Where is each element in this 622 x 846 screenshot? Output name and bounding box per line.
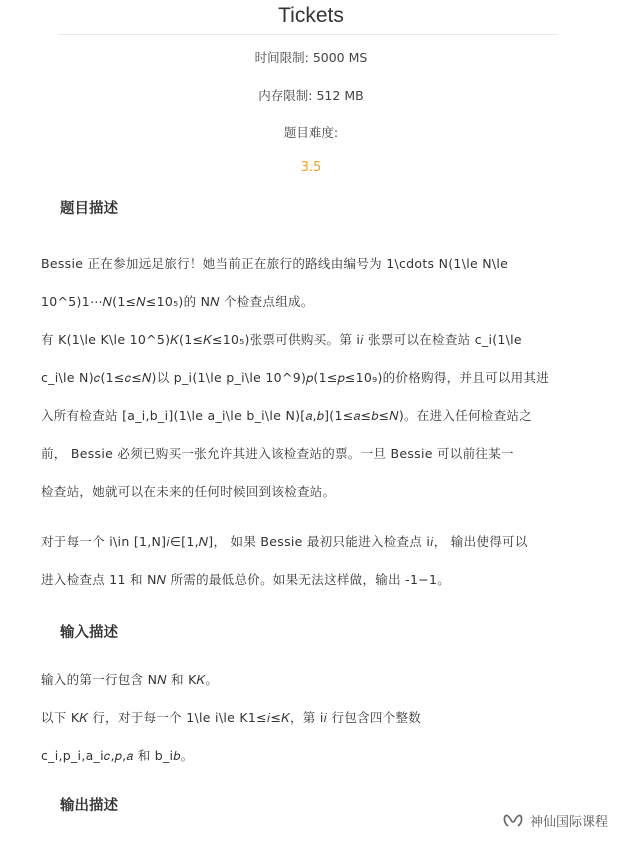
description-line: 对于每一个 i\in [1,N]𝑖∈[1,𝑁]， 如果 Bessie 最初只能进入检查点 i𝑖， 输出使得可以 — [41, 534, 528, 549]
description-line: 进入检查点 11 和 N𝑁 所需的最低总价。如果无法这样做，输出 -1−1。 — [41, 572, 451, 587]
time-limit: 时间限制: 5000 MS — [254, 50, 368, 65]
wechat-channel-icon — [502, 812, 524, 830]
difficulty-label: 题目难度: — [283, 125, 339, 140]
input-line: 输入的第一行包含 N𝑁 和 K𝐾。 — [41, 672, 219, 687]
input-line: 以下 K𝐾 行，对于每一个 1\le i\le K1≤𝑖≤𝐾，第 i𝑖 行包含四个整数 — [41, 710, 422, 725]
watermark — [502, 811, 608, 830]
description-line: 10^5)1⋯𝑁(1≤𝑁≤10₅)的 N𝑁 个检查点组成。 — [41, 294, 314, 309]
watermark-text: 神仙国际课程 — [529, 815, 608, 830]
title-divider — [58, 34, 558, 35]
description-line: 前， Bessie 必须已购买一张允许其进入该检查站的票。一旦 Bessie 可以前往某一 — [41, 446, 514, 461]
description-line: c_i\le N)𝑐(1≤𝑐≤𝑁)以 p_i(1\le p_i\le 10^9)𝑝(1≤𝑝≤10₉)的价格购得，并且可以用其进 — [41, 370, 550, 385]
difficulty-value: 3.5 — [300, 160, 322, 175]
description-line: 入所有检查站 [a_i,b_i](1\le a_i\le b_i\le N)[𝑎,𝑏](1≤𝑎≤𝑏≤𝑁)。在进入任何检查站之 — [41, 408, 533, 423]
description-line: Bessie 正在参加远足旅行！她当前正在旅行的路线由编号为 1\cdots N(1\le N\le — [41, 256, 509, 271]
memory-limit: 内存限制: 512 MB — [258, 88, 364, 103]
description-line: 有 K(1\le K\le 10^5)𝐾(1≤𝐾≤10₅)张票可供购买。第 i𝑖 张票可以在检查站 c_i(1\le — [41, 332, 522, 347]
description-line: 检查站，她就可以在未来的任何时候回到该检查站。 — [41, 484, 336, 499]
description-body — [41, 245, 586, 511]
input-line: c_i,p_i,a_i𝑐,𝑝,𝑎 和 b_i𝑏。 — [41, 748, 194, 763]
description-output-rule — [41, 523, 586, 599]
description-heading: 题目描述 — [60, 201, 118, 217]
input-body — [41, 661, 586, 775]
input-heading: 输入描述 — [60, 625, 118, 641]
output-heading: 输出描述 — [60, 798, 118, 814]
page-title: Tickets — [278, 4, 344, 27]
